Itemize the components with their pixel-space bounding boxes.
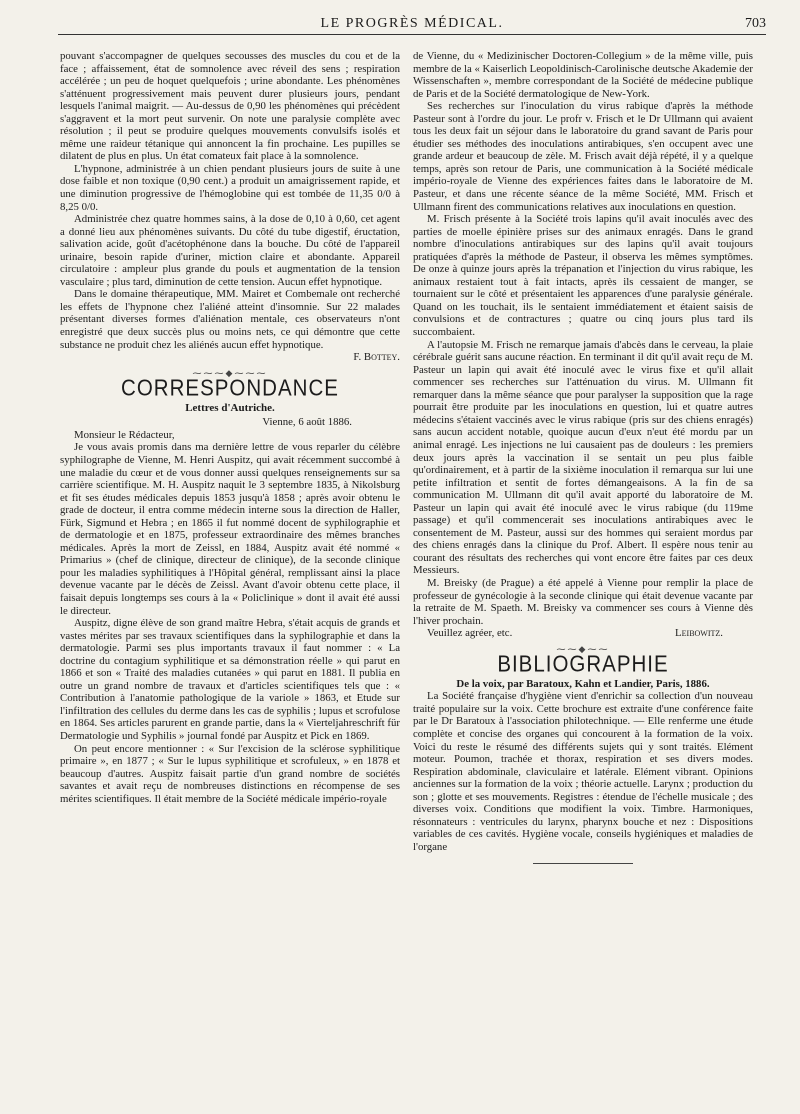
end-rule (413, 855, 753, 868)
paragraph: pouvant s'accompagner de quelques secousses des muscles du cou et de la face ; affaissement, état de somnolence avec réveil des sens ; respiration accélérée ; un peu de hoquet quelquefois ; urine abondante. Les phénomènes s'atténuent progressivement mais peuvent durer plusieurs jours, pendant lesquels l'animal maigrit. — Au-dessus de 0,90 les phénomènes qui précèdent s'aggravent et la mort peut survenir. On note une paralysie complète avec résolution ; il peut se produire quelques mouvements convulsifs isolés et même une raideur tétanique qui annoncent la fin prochaine. Les pupilles se dilatent de plus en plus. Un état comateux fait place à la somnolence. (60, 50, 400, 163)
paragraph: L'hypnone, administrée à un chien pendant plusieurs jours de suite à une dose faible et non toxique (0,90 cent.) a produit un amaigrissement rapide, et une diminution progressive de l'hémoglobine qui est tombée de 11,35 0/0 à 8,25 0/0. (60, 162, 400, 213)
section-title-correspondance: CORRESPONDANCE (121, 375, 339, 402)
closing-line (413, 627, 753, 640)
paragraph: M. Breisky (de Prague) a été appelé à Vienne pour remplir la place de professeur de gynécologie à la seconde clinique qui était devenue vacante par la retraite de M. Spaeth. M. Breisky va commencer ses cours à Vienne dès l'hiver prochain. (413, 576, 753, 627)
signature-line (60, 351, 400, 364)
closing-formula: Veuillez agréer, etc. (427, 627, 513, 640)
left-column (60, 50, 400, 805)
running-header (58, 10, 766, 35)
journal-title: LE PROGRÈS MÉDICAL. (320, 16, 504, 31)
paragraph: Dans le domaine thérapeutique, MM. Mairet et Combemale ont recherché les effets de l'hypnone chez l'aliéné atteint d'insomnie. Sur 22 malades présentant diverses formes d'aliénation mentale, ces observateurs n'ont enregistré que deux succès plus ou moins nets, ce qui démontre que cette substance ne produit chez les aliénés aucun effet hypnotique. (60, 288, 400, 351)
paragraph: Auspitz, digne élève de son grand maître Hebra, s'était acquis de grands et vastes mérites par ses travaux scientifiques dans la syphilographie et dans la dermatologie. Parmi ses plus importants travaux il faut nommer : « La doctrine du contagium syphilitique et sa démonstration réelle » qui parut en 1866 et son « Traité des maladies cutanées » qui parut en 1881. Il publia en outre un grand nombre de travaux et d'articles scientifiques tels que : « Contribution à l'anatomie pathologique de la variole » 1863, et Etude sur l'infiltration des cellules du derme dans les cas de syphilis ; lupus et scrofulose en 1864. Ses articles parurent en grande partie, dans la « Vierteljahreschrift für Dermatologie und Syphilis » journal fondé par Auspitz et Pick en 1869. (60, 617, 400, 742)
paragraph: Administrée chez quatre hommes sains, à la dose de 0,10 à 0,60, cet agent a donné lieu aux phénomènes suivants. Du côté du tube digestif, éructation, salivation acide, goût d'acétophénone dans la bouche. Du côté de l'appareil urinaire, besoin rapide d'uriner, miction claire et abondante. Appareil circulatoire : ampleur plus grande du pouls et augmentation de la tension vasculaire ; plus tard, diminution de cette tension. Aucun effet hypnotique. (60, 213, 400, 288)
page-number: 703 (745, 16, 766, 31)
ornament-divider: ⁓⁓⁓◆⁓⁓⁓ (192, 367, 268, 378)
author-signature: F. Bottey. (353, 351, 400, 364)
right-column (413, 50, 753, 870)
salutation: Monsieur le Rédacteur, (74, 428, 175, 441)
paragraph: M. Frisch présente à la Société trois lapins qu'il avait inoculés avec des parties de moelle épinière prises sur des animaux enragés. Dans le grand nombre d'inoculations antirabiques sur des lapins qu'il avait toujours pratiquées d'après la méthode de Pasteur, il observa les mêmes symptômes. De onze à quinze jours après la trépanation et l'injection du virus rabique, les animaux restaient tout à fait intacts, après ils cessaient de manger, se tournaient sur le côté et présentaient les apparences d'une paralysie générale. Quand on les touchait, ils le sentaient immédiatement et étaient saisis de convulsions et de contractures ; quatre ou cinq jours plus tard ils succombaient. (413, 213, 753, 339)
author-signature: Leibowitz. (675, 627, 723, 640)
dateline: Vienne, 6 août 1886. (262, 416, 352, 429)
ornament-divider: ⁓⁓◆⁓⁓ (556, 643, 610, 654)
section-title-bibliographie: BIBLIOGRAPHIE (497, 651, 669, 678)
paragraph: On peut encore mentionner : « Sur l'excision de la sclérose syphilitique primaire », en 1877 ; « Sur le lupus syphilitique et scrofuleux, » en 1878 et beaucoup d'autres. Auspitz faisait partie d'un grand nombre de sociétés savantes et avait reçu de nombreuses distinctions en récompense de ses mérites scientifiques. Il était membre de la Société médicale império-royale (60, 742, 400, 805)
bibliography-heading: De la voix, par Baratoux, Kahn et Landier, Paris, 1886. (456, 677, 710, 690)
subheading: Lettres d'Autriche. (185, 401, 275, 414)
paragraph: Je vous avais promis dans ma dernière lettre de vous reparler du célèbre syphilographe de Vienne, M. Henri Auspitz, qui avait récemment succombé à une maladie du cœur et de vous donner aussi quelques renseignements sur sa carrière scientifique. M. H. Auspitz naquit le 3 septembre 1835, à Nikolsburg et fit ses études médicales depuis 1853 jusqu'à 1858 ; après avoir obtenu le grade de docteur, il entra comme médecin interne sous la direction de Haller, Fürk, Sigmund et Hebra ; en 1865 il fut nommé docent de syphilographie et de dermatologie et en 1875, professeur extraordinaire des mêmes branches médicales. Après la mort de Zeissl, en 1884, Auspitz avait été nommé « Primarius » (chef de clinique, directeur de clinique), de la seconde clinique pour les maladies syphilitiques à l'Hôpital général, remplissant ainsi la place devenue vacante par le décès de Zeissl. Avant d'avoir obtenu cette place, il faisait depuis longtemps ses cours à la « Policlinique » dont il avait été aussi le directeur. (60, 441, 400, 617)
paragraph: La Société française d'hygiène vient d'enrichir sa collection d'un nouveau traité populaire sur la voix. Cette brochure est extraite d'une conférence faite par le Dr Baratoux à l'association philotechnique. — Elle renferme une étude complète et concise des organes qui concourent à la formation de la voix. Voici du reste le résumé des différents sujets qui y sont traités. Elément moteur. Poumon, trachée et thorax, respiration et ses divers modes. Respiration abdominale, claviculaire et latérale. Elément vibrant. Opinions anciennes sur la formation de la voix ; théorie actuelle. Larynx ; production du son ; glotte et ses mouvements. Registres : étendue de l'échelle musicale ; des diverses voix. Conditions que modifient la voix. Timbre. Harmoniques, résonnateurs : ventricules du larynx, pharynx bouche et nez : Dispositions variables de ces cavités. Hygiène vocale, conseils hygiéniques et maladies de l'organe (413, 690, 753, 853)
paragraph: Ses recherches sur l'inoculation du virus rabique d'après la méthode Pasteur sont à l'ordre du jour. Le profr v. Frisch et le Dr Ullmann qui avaient tous les deux fait un séjour dans le laboratoire du grand savant de Paris pour étudier ses méthodes des inoculations antirabiques, s'en occupent avec une grande ardeur et beaucoup de zèle. M. Frisch avait déjà répété, il y a quelque temps, après son retour de Paris, une communication à la Société médicale império-royale de Vienne des expériences faites dans le laboratoire de M. Pasteur, et dans une récente séance de la même Société, MM. Frisch et Ullmann firent des communications relatives aux inoculations en question. (413, 100, 753, 213)
paragraph: A l'autopsie M. Frisch ne remarque jamais d'abcès dans le cerveau, la plaie cérébrale guérit sans aucune réaction. En terminant il dit qu'il avait reçu de M. Pasteur un lapin qui avait été inoculé avec le virus fixe et qu'il allait commencer ses recherches sur l'atténuation du virus. M. Ullmann fit remarquer dans la même séance que pour paralyser la supposition que la rage pourrait être produite par les inoculations en question, lui et quatre autres médecins s'étaient vaccinés avec le virus rabique (pris sur des chiens enragés) sans aucun accident notable, quoique aucun d'eux n'eut été mordu par un animal enragé. Les injections ne lui causaient pas de douleurs : les premiers deux jours après la vaccination il se sentait un peu plus faible qu'ordinairement, et à partir de la sixième inoculation il remarqua sur lui une petite infiltration et sentit de fortes démangeaisons. A la fin de sa communication M. Ullmann dit qu'il avait apporté du laboratoire de M. Pasteur un lapin qui avait été inoculé avec le virus rabique (du 119me passage) et qu'il commencerait ses inoculations antirabiques avec le consentement de M. Pasteur, aussi sur des hommes qui seraient mordus par des chiens enragés dans la clinique du Prof. Albert. Il espère nous tenir au courant des résultats des recherches qui vont encore être faites par ces deux Messieurs. (413, 338, 753, 577)
paragraph: de Vienne, du « Medizinischer Doctoren-Collegium » de la même ville, puis membre de la « Kaiserlich Leopoldinisch-Carolinische deutsche Akademie der Wissenschaften », membre correspondant de la Société de médecine publique de Paris et de la Société dermatologique de New-York. (413, 50, 753, 100)
